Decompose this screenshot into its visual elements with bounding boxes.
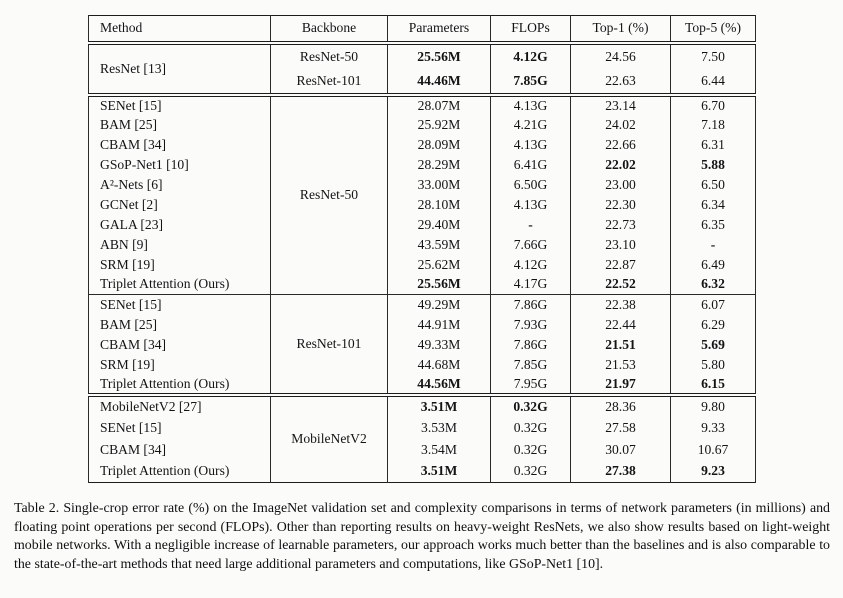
results-table (88, 15, 756, 483)
method-cell: BAM [25] (89, 115, 271, 135)
method-cell: GCNet [2] (89, 195, 271, 215)
value-cell: 0.32G (491, 461, 571, 483)
value-cell: 23.00 (571, 175, 671, 195)
value-cell: 9.80 (671, 395, 756, 417)
value-cell: 28.10M (388, 195, 491, 215)
table-row (89, 175, 756, 195)
column-header: Top-5 (%) (671, 16, 756, 43)
value-cell: 43.59M (388, 235, 491, 255)
value-cell: 22.44 (571, 315, 671, 335)
value-cell: 6.41G (491, 155, 571, 175)
value-cell: 22.38 (571, 295, 671, 315)
value-cell: 6.31 (671, 135, 756, 155)
value-cell: 4.13G (491, 135, 571, 155)
value-cell: 4.21G (491, 115, 571, 135)
method-cell: CBAM [34] (89, 439, 271, 461)
value-cell: 0.32G (491, 395, 571, 417)
value-cell: 7.50 (671, 43, 756, 69)
value-cell: 9.33 (671, 417, 756, 439)
value-cell: 44.91M (388, 315, 491, 335)
table-row (89, 43, 756, 69)
value-cell: 7.95G (491, 375, 571, 395)
backbone-cell: ResNet-101 (271, 295, 388, 395)
value-cell: 5.80 (671, 355, 756, 375)
value-cell: 6.44 (671, 69, 756, 95)
value-cell: 7.66G (491, 235, 571, 255)
method-cell: SENet [15] (89, 95, 271, 115)
value-cell: 6.70 (671, 95, 756, 115)
method-cell: SRM [19] (89, 255, 271, 275)
backbone-cell: ResNet-50 (271, 95, 388, 295)
table-row (89, 461, 756, 483)
column-header: Top-1 (%) (571, 16, 671, 43)
method-cell: Triplet Attention (Ours) (89, 461, 271, 483)
table-row (89, 417, 756, 439)
value-cell: 4.13G (491, 95, 571, 115)
value-cell: 3.51M (388, 461, 491, 483)
method-cell: BAM [25] (89, 315, 271, 335)
value-cell: 6.34 (671, 195, 756, 215)
value-cell: 4.17G (491, 275, 571, 295)
value-cell: 21.51 (571, 335, 671, 355)
value-cell: 7.93G (491, 315, 571, 335)
value-cell: 30.07 (571, 439, 671, 461)
value-cell: 6.35 (671, 215, 756, 235)
value-cell: 23.10 (571, 235, 671, 255)
value-cell: 6.32 (671, 275, 756, 295)
value-cell: 22.30 (571, 195, 671, 215)
value-cell: 6.49 (671, 255, 756, 275)
method-cell: MobileNetV2 [27] (89, 395, 271, 417)
value-cell: 21.97 (571, 375, 671, 395)
table-row (89, 135, 756, 155)
value-cell: 22.02 (571, 155, 671, 175)
value-cell: 23.14 (571, 95, 671, 115)
value-cell: 25.62M (388, 255, 491, 275)
value-cell: 7.86G (491, 335, 571, 355)
value-cell: 3.51M (388, 395, 491, 417)
table-row (89, 295, 756, 315)
value-cell: 49.29M (388, 295, 491, 315)
value-cell: 25.92M (388, 115, 491, 135)
method-cell: Triplet Attention (Ours) (89, 375, 271, 395)
value-cell: 0.32G (491, 417, 571, 439)
value-cell: 7.85G (491, 69, 571, 95)
table-caption: Table 2. Single-crop error rate (%) on the ImageNet validation set and complexity comparisons in terms of network parameters (in millions) and floating point operations per second (FLOPs). Other than reporting results on heavy-weight ResNets, we also show results based on light-weight mobile networks. With a negligible increase of learnable parameters, our approach works much better than the baselines and is also comparable to the state-of-the-art methods that need large additional parameters and computations, like GSoP-Net1 [10]. (14, 501, 830, 572)
value-cell: - (491, 215, 571, 235)
column-header: Backbone (271, 16, 388, 43)
table-row (89, 255, 756, 275)
value-cell: 5.88 (671, 155, 756, 175)
method-cell: Triplet Attention (Ours) (89, 275, 271, 295)
backbone-cell: ResNet-101 (271, 69, 388, 95)
table-row (89, 395, 756, 417)
table-row (89, 355, 756, 375)
value-cell: 49.33M (388, 335, 491, 355)
value-cell: 0.32G (491, 439, 571, 461)
value-cell: 6.15 (671, 375, 756, 395)
value-cell: 24.02 (571, 115, 671, 135)
value-cell: 22.52 (571, 275, 671, 295)
method-cell: SRM [19] (89, 355, 271, 375)
table-header-row (89, 16, 756, 43)
value-cell: 5.69 (671, 335, 756, 355)
method-cell: A²-Nets [6] (89, 175, 271, 195)
table-row (89, 195, 756, 215)
table-row (89, 95, 756, 115)
value-cell: 3.54M (388, 439, 491, 461)
value-cell: 7.85G (491, 355, 571, 375)
value-cell: 22.87 (571, 255, 671, 275)
table-row (89, 215, 756, 235)
method-cell: GALA [23] (89, 215, 271, 235)
table-row (89, 155, 756, 175)
method-cell: ResNet [13] (89, 43, 271, 95)
value-cell: - (671, 235, 756, 255)
table-row (89, 439, 756, 461)
value-cell: 4.13G (491, 195, 571, 215)
column-header: Method (89, 16, 271, 43)
value-cell: 25.56M (388, 43, 491, 69)
value-cell: 29.40M (388, 215, 491, 235)
value-cell: 21.53 (571, 355, 671, 375)
value-cell: 7.86G (491, 295, 571, 315)
method-cell: SENet [15] (89, 417, 271, 439)
value-cell: 44.56M (388, 375, 491, 395)
backbone-cell: ResNet-50 (271, 43, 388, 69)
table-row (89, 315, 756, 335)
method-cell: CBAM [34] (89, 135, 271, 155)
table-row (89, 235, 756, 255)
column-header: Parameters (388, 16, 491, 43)
value-cell: 33.00M (388, 175, 491, 195)
backbone-cell: MobileNetV2 (271, 395, 388, 483)
value-cell: 44.68M (388, 355, 491, 375)
value-cell: 27.58 (571, 417, 671, 439)
table-row (89, 375, 756, 395)
value-cell: 28.07M (388, 95, 491, 115)
value-cell: 25.56M (388, 275, 491, 295)
value-cell: 9.23 (671, 461, 756, 483)
value-cell: 28.36 (571, 395, 671, 417)
value-cell: 22.73 (571, 215, 671, 235)
value-cell: 28.29M (388, 155, 491, 175)
value-cell: 10.67 (671, 439, 756, 461)
value-cell: 27.38 (571, 461, 671, 483)
value-cell: 22.66 (571, 135, 671, 155)
value-cell: 6.50G (491, 175, 571, 195)
table-row (89, 275, 756, 295)
method-cell: ABN [9] (89, 235, 271, 255)
table-row (89, 335, 756, 355)
column-header: FLOPs (491, 16, 571, 43)
table-row (89, 115, 756, 135)
value-cell: 7.18 (671, 115, 756, 135)
value-cell: 28.09M (388, 135, 491, 155)
value-cell: 3.53M (388, 417, 491, 439)
value-cell: 24.56 (571, 43, 671, 69)
value-cell: 44.46M (388, 69, 491, 95)
value-cell: 6.07 (671, 295, 756, 315)
method-cell: CBAM [34] (89, 335, 271, 355)
value-cell: 4.12G (491, 43, 571, 69)
value-cell: 22.63 (571, 69, 671, 95)
method-cell: SENet [15] (89, 295, 271, 315)
value-cell: 6.50 (671, 175, 756, 195)
value-cell: 6.29 (671, 315, 756, 335)
method-cell: GSoP-Net1 [10] (89, 155, 271, 175)
value-cell: 4.12G (491, 255, 571, 275)
